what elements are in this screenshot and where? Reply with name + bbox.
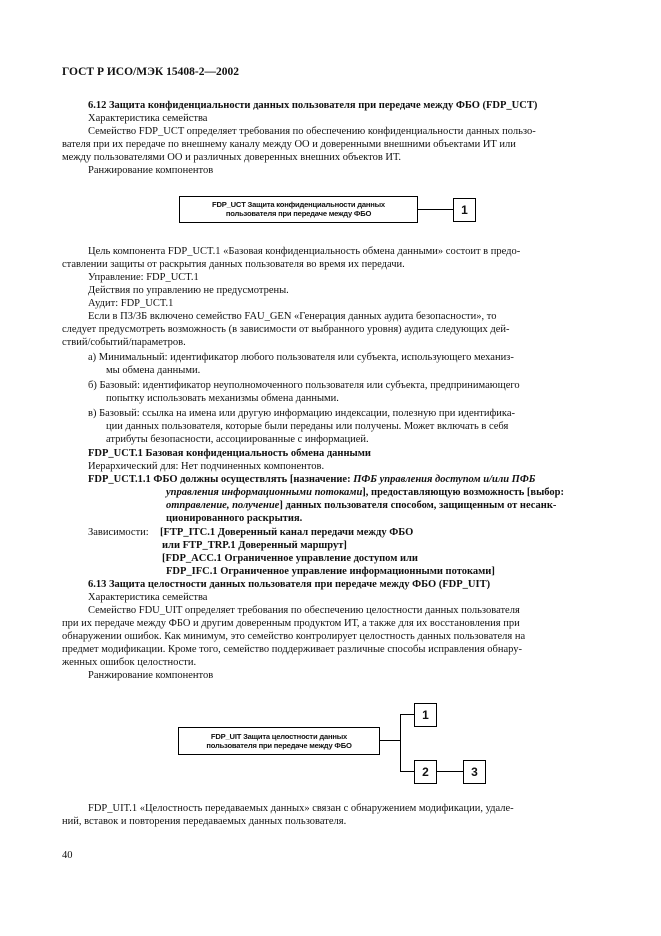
list-item: а) Минимальный: идентификатор любого пользователя или субъекта, использующего механиз- — [88, 352, 514, 363]
page-number: 40 — [62, 850, 73, 861]
paragraph-line: Цель компонента FDP_UCT.1 «Базовая конфиденциальность обмена данными» состоит в предо- — [88, 246, 521, 257]
family-characteristic-label: Характеристика семейства — [88, 113, 208, 124]
component-ranking-label: Ранжирование компонентов — [88, 165, 214, 176]
audit-label: Аудит: FDP_UCT.1 — [88, 298, 174, 309]
paragraph-line: Семейство FDU_UIT определяет требования по обеспечению целостности данных пользователя — [88, 605, 520, 616]
paragraph-line: Если в ПЗ/ЗБ включено семейство FAU_GEN «Генерация данных аудита безопасности», то — [88, 311, 497, 322]
dependency-line: FDP_IFC.1 Ограниченное управление информационными потоками] — [166, 566, 495, 577]
family-box-line: пользователя при передаче между ФБО — [225, 209, 372, 218]
connector-line — [400, 714, 414, 715]
family-box-line: пользователя при передаче между ФБО — [206, 741, 352, 750]
component-box-1: 1 — [453, 198, 476, 222]
dependency-line: [FTP_ITC.1 Доверенный канал передачи между ФБО — [160, 527, 414, 538]
paragraph-line: ний, вставок и повторения передаваемых данных пользователя. — [62, 816, 347, 827]
requirement-line: FDP_UCT.1.1 ФБО должны осуществлять [назначение: ПФБ управления доступом и/или ПФБ — [88, 474, 536, 485]
paragraph-line: женных ошибок целостности. — [62, 657, 197, 668]
component-box-3: 3 — [463, 760, 486, 784]
requirement-line: ционированного раскрытия. — [166, 513, 303, 524]
component-box-2: 2 — [414, 760, 437, 784]
connector-line — [400, 714, 401, 772]
paragraph-line: следует предусмотреть возможность (в зависимости от выбранного уровня) аудита следующих дей- — [62, 324, 510, 335]
paragraph-line: при их передаче между ФБО и другим доверенным продуктом ИТ, а также для их восстановления при — [62, 618, 520, 629]
paragraph-line: обнаружении ошибок. Как минимум, это семейство контролирует целостность данных пользователя на — [62, 631, 526, 642]
paragraph-line: ставлении защиты от раскрытия данных пользователя во время их передачи. — [62, 259, 405, 270]
list-item: б) Базовый: идентификатор неуполномоченного пользователя или субъекта, предпринимающего — [88, 380, 520, 391]
dependencies-label: Зависимости: — [88, 527, 149, 538]
family-box-line: FDP_UIT Защита целостности данных — [210, 732, 348, 741]
paragraph-line: вателя при их передаче по внешнему каналу между ОО и доверенными внешними объектами ИТ или — [62, 139, 516, 150]
connector-line — [380, 740, 401, 741]
family-characteristic-label: Характеристика семейства — [88, 592, 208, 603]
list-item: в) Базовый: ссылка на имена или другую информацию индексации, полезную при идентифика- — [88, 408, 515, 419]
connector-line — [400, 771, 414, 772]
management-text: Действия по управлению не предусмотрены. — [88, 285, 289, 296]
component-title: FDP_UCT.1 Базовая конфиденциальность обмена данными — [88, 448, 371, 459]
requirement-line: отправление, получение] данных пользователя способом, защищенным от несанк- — [166, 500, 557, 511]
list-item: мы обмена данными. — [106, 365, 201, 376]
paragraph-line: между пользователями ОО и различных доверенных внешних объектов ИТ. — [62, 152, 401, 163]
paragraph-line: предмет модификации. Кроме того, семейство поддерживает различные способы исправления обнару- — [62, 644, 523, 655]
family-box — [178, 727, 380, 755]
section-6-12-title: 6.12 Защита конфиденциальности данных пользователя при передаче между ФБО (FDP_UCT) — [88, 100, 538, 111]
connector-line — [437, 771, 463, 772]
section-6-13-title: 6.13 Защита целостности данных пользователя при передаче между ФБО (FDP_UIT) — [88, 579, 491, 590]
dependency-line: [FDP_ACC.1 Ограниченное управление доступом или — [162, 553, 418, 564]
list-item: атрибуты безопасности, ассоциированные с информацией. — [106, 434, 369, 445]
hierarchical-text: Иерархический для: Нет подчиненных компонентов. — [88, 461, 325, 472]
paragraph-line: ствий/событий/параметров. — [62, 337, 186, 348]
page-header: ГОСТ Р ИСО/МЭК 15408-2—2002 — [62, 66, 239, 78]
list-item: попытку использовать механизмы обмена данными. — [106, 393, 339, 404]
requirement-line: управления информационными потоками], предоставляющую возможность [выбор: — [166, 487, 564, 498]
component-ranking-label: Ранжирование компонентов — [88, 670, 214, 681]
family-box — [179, 196, 418, 223]
paragraph-line: Семейство FDP_UCT определяет требования по обеспечению конфиденциальности данных пользо- — [88, 126, 536, 137]
component-box-1: 1 — [414, 703, 437, 727]
management-label: Управление: FDP_UCT.1 — [88, 272, 199, 283]
dependency-line: или FTP_TRP.1 Доверенный маршрут] — [162, 540, 347, 551]
list-item: ции данных пользователя, которые были переданы или получены. Может включать в себя — [106, 421, 509, 432]
family-box-line: FDP_UCT Защита конфиденциальности данных — [212, 200, 385, 209]
connector-line — [418, 209, 453, 210]
paragraph-line: FDP_UIT.1 «Целостность передаваемых данных» связан с обнаружением модификации, удале- — [88, 803, 514, 814]
